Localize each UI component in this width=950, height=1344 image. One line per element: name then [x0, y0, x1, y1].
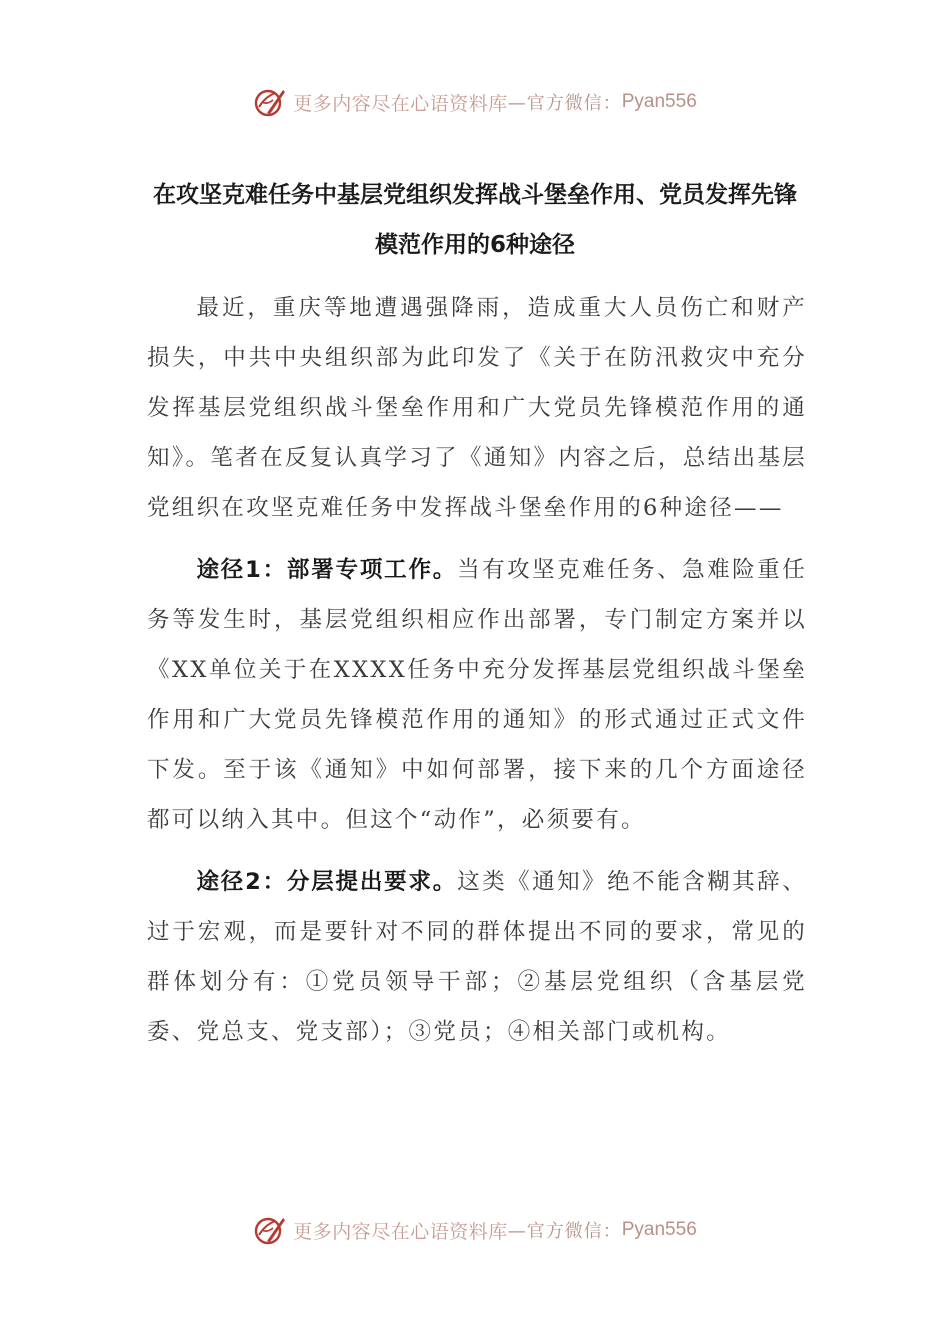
document-title: 在攻坚克难任务中基层党组织发挥战斗堡垒作用、党员发挥先锋模范作用的6种途径: [153, 182, 797, 258]
approach-2-heading: 途径2：分层提出要求。: [196, 869, 458, 895]
approach-1-heading: 途径1：部署专项工作。: [196, 557, 458, 583]
intro-paragraph: [147, 283, 807, 533]
header-wechat-id: Pyan556: [621, 91, 697, 112]
footer-wechat-label: —官方微信：: [507, 1221, 622, 1242]
approach-1-paragraph: [147, 545, 807, 845]
footer-wechat-id: Pyan556: [621, 1219, 697, 1240]
header-wechat-label: —官方微信：: [507, 93, 622, 114]
approach-2-paragraph: [147, 857, 807, 1057]
header-banner: [0, 80, 950, 124]
footer-text: 更多内容尽在心语资料库: [293, 1220, 508, 1243]
paragraph-text: 最近，重庆等地遭遇强降雨，造成重大人员伤亡和财产损失，中共中央组织部为此印发了《关于在防汛救灾中充分发挥基层党组织战斗堡垒作用和广大党员先锋模范作用的通知》。笔者在反复认真学习了《通知》内容之后，总结出基层党组织在攻坚克难任务中发挥战斗堡垒作用的6种途径——: [147, 295, 807, 521]
pen-logo-icon: [253, 1213, 287, 1247]
paragraph-text: 当有攻坚克难任务、急难险重任务等发生时，基层党组织相应作出部署，专门制定方案并以《XX单位关于在XXXX任务中充分发挥基层党组织战斗堡垒作用和广大党员先锋模范作用的通知》的形式通过正式文件下发。至于该《通知》中如何部署，接下来的几个方面途径都可以纳入其中。但这个“动作”，必须要有。: [147, 557, 807, 833]
pen-logo-icon: [253, 85, 287, 119]
paragraph-text: 这类《通知》绝不能含糊其辞、过于宏观，而是要针对不同的群体提出不同的要求，常见的群体划分有：①党员领导干部；②基层党组织（含基层党委、党总支、党支部）；③党员；④相关部门或机构。: [147, 869, 807, 1045]
footer-banner: [0, 1208, 950, 1252]
document-body: [147, 283, 807, 1057]
header-text: 更多内容尽在心语资料库: [293, 92, 508, 115]
